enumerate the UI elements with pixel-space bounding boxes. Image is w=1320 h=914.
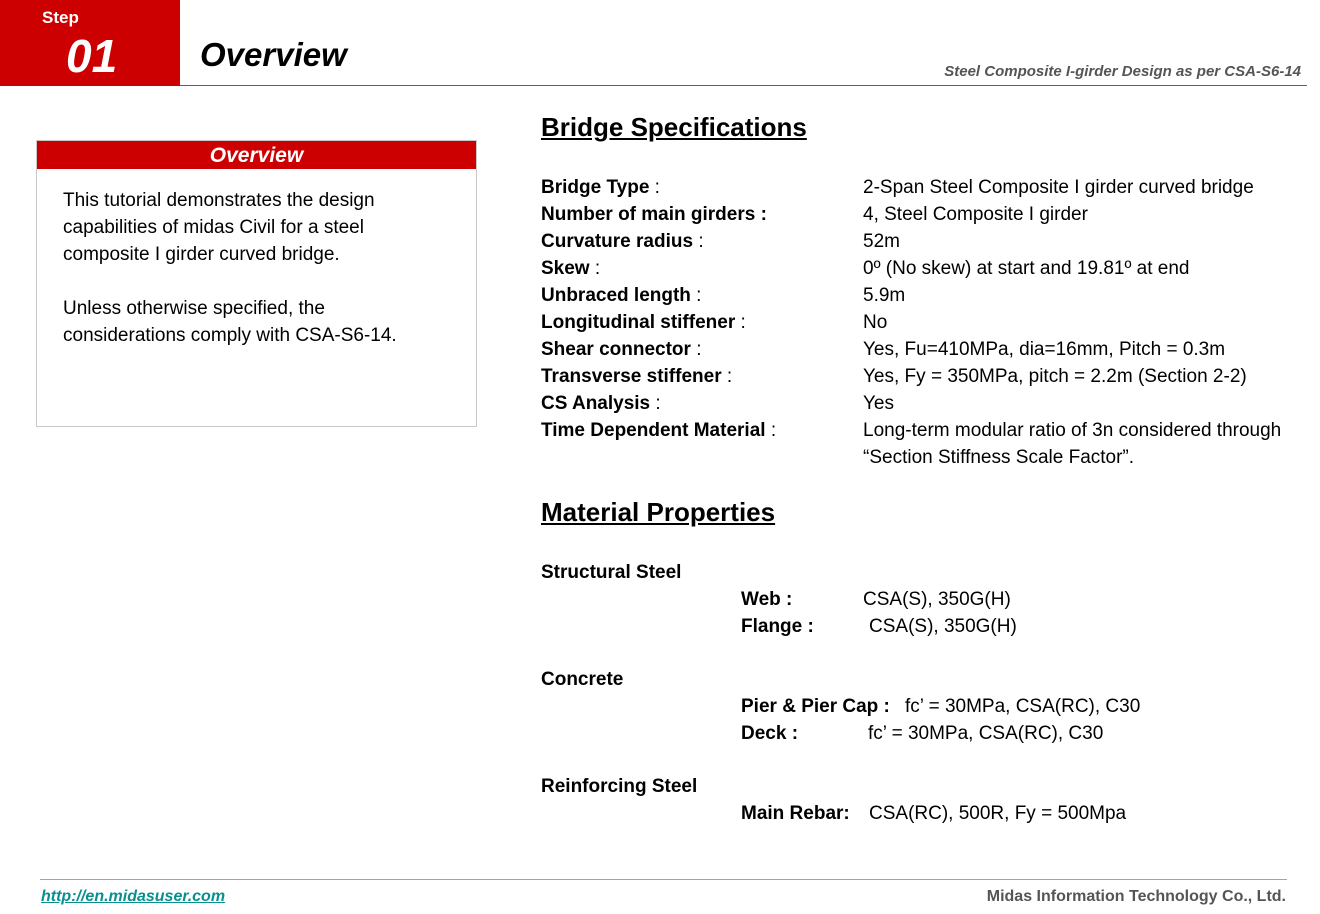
spec-label: Time Dependent Material <box>541 420 766 441</box>
spec-value: 52m <box>863 231 900 252</box>
spec-separator: : <box>649 177 660 198</box>
spec-value: 5.9m <box>863 285 906 306</box>
spec-row <box>541 282 1301 309</box>
main-rebar-label: Main Rebar: <box>741 803 850 824</box>
overview-panel <box>36 140 477 427</box>
spec-separator: : <box>690 339 702 360</box>
spec-value: Yes, Fu=410MPa, dia=16mm, Pitch = 0.3m <box>863 339 1226 360</box>
step-label: Step <box>42 8 79 27</box>
reinforcing-steel-heading: Reinforcing Steel <box>541 776 698 797</box>
spec-label: Skew <box>541 258 590 279</box>
document-subtitle: Steel Composite I-girder Design as per CSA-S6-14 <box>944 63 1301 80</box>
spec-row <box>541 363 1301 390</box>
web-label: Web : <box>741 589 793 610</box>
company-name: Midas Information Technology Co., Ltd. <box>986 888 1286 905</box>
spec-separator: : <box>589 258 601 279</box>
step-number: 01 <box>66 30 118 82</box>
page-title: Overview <box>200 36 347 73</box>
bridge-specs-list <box>541 174 1301 471</box>
structural-steel-heading: Structural Steel <box>541 562 682 583</box>
concrete-heading: Concrete <box>541 669 624 690</box>
deck-value: fc’ = 30MPa, CSA(RC), C30 <box>868 723 1104 744</box>
web-value: CSA(S), 350G(H) <box>863 589 1011 610</box>
pier-label: Pier & Pier Cap : <box>741 696 890 717</box>
spec-value: 0º (No skew) at start and 19.81º at end <box>863 258 1190 279</box>
spec-separator: : <box>765 420 777 441</box>
spec-label: Unbraced length <box>541 285 691 306</box>
spec-row <box>541 390 1301 417</box>
spec-value: 4, Steel Composite I girder <box>863 204 1088 225</box>
spec-value: Long-term modular ratio of 3n considered through “Section Stiffness Scale Factor”. <box>863 420 1282 468</box>
spec-separator: : <box>650 393 661 414</box>
pier-value: fc’ = 30MPa, CSA(RC), C30 <box>905 696 1141 717</box>
spec-label: CS Analysis <box>541 393 651 414</box>
spec-label: Shear connector <box>541 339 691 360</box>
material-properties-title: Material Properties <box>541 497 776 527</box>
bridge-specs-title: Bridge Specifications <box>541 112 807 142</box>
main-rebar-value: CSA(RC), 500R, Fy = 500Mpa <box>869 803 1127 824</box>
spec-row <box>541 174 1301 201</box>
overview-paragraph: This tutorial demonstrates the design capabilities of midas Civil for a steel composite I girder curved bridge. <box>63 190 375 265</box>
spec-label: Longitudinal stiffener <box>541 312 736 333</box>
spec-value: Yes <box>863 393 894 414</box>
overview-panel-heading: Overview <box>37 141 476 169</box>
spec-row <box>541 228 1301 255</box>
spec-label: Number of main girders : <box>541 204 767 225</box>
spec-row <box>541 255 1301 282</box>
spec-value: No <box>863 312 888 333</box>
spec-separator: : <box>735 312 746 333</box>
flange-value: CSA(S), 350G(H) <box>869 616 1017 637</box>
spec-label: Transverse stiffener <box>541 366 722 387</box>
spec-separator: : <box>721 366 733 387</box>
spec-value: 2-Span Steel Composite I girder curved bridge <box>863 177 1254 198</box>
website-link[interactable]: http://en.midasuser.com <box>41 888 226 905</box>
deck-label: Deck : <box>741 723 799 744</box>
spec-separator: : <box>690 285 702 306</box>
spec-separator: : <box>693 231 704 252</box>
step-badge <box>0 0 180 86</box>
spec-row <box>541 336 1301 363</box>
spec-label: Curvature radius <box>541 231 694 252</box>
header-divider <box>180 85 1307 86</box>
flange-label: Flange : <box>741 616 814 637</box>
footer-divider <box>40 879 1287 880</box>
overview-panel-body <box>37 169 476 349</box>
spec-row <box>541 417 1301 471</box>
spec-value: Yes, Fy = 350MPa, pitch = 2.2m (Section 2-2) <box>863 366 1247 387</box>
spec-row <box>541 201 1301 228</box>
spec-label: Bridge Type <box>541 177 650 198</box>
overview-paragraph: Unless otherwise specified, the considerations comply with CSA-S6-14. <box>63 298 397 346</box>
spec-row <box>541 309 1301 336</box>
